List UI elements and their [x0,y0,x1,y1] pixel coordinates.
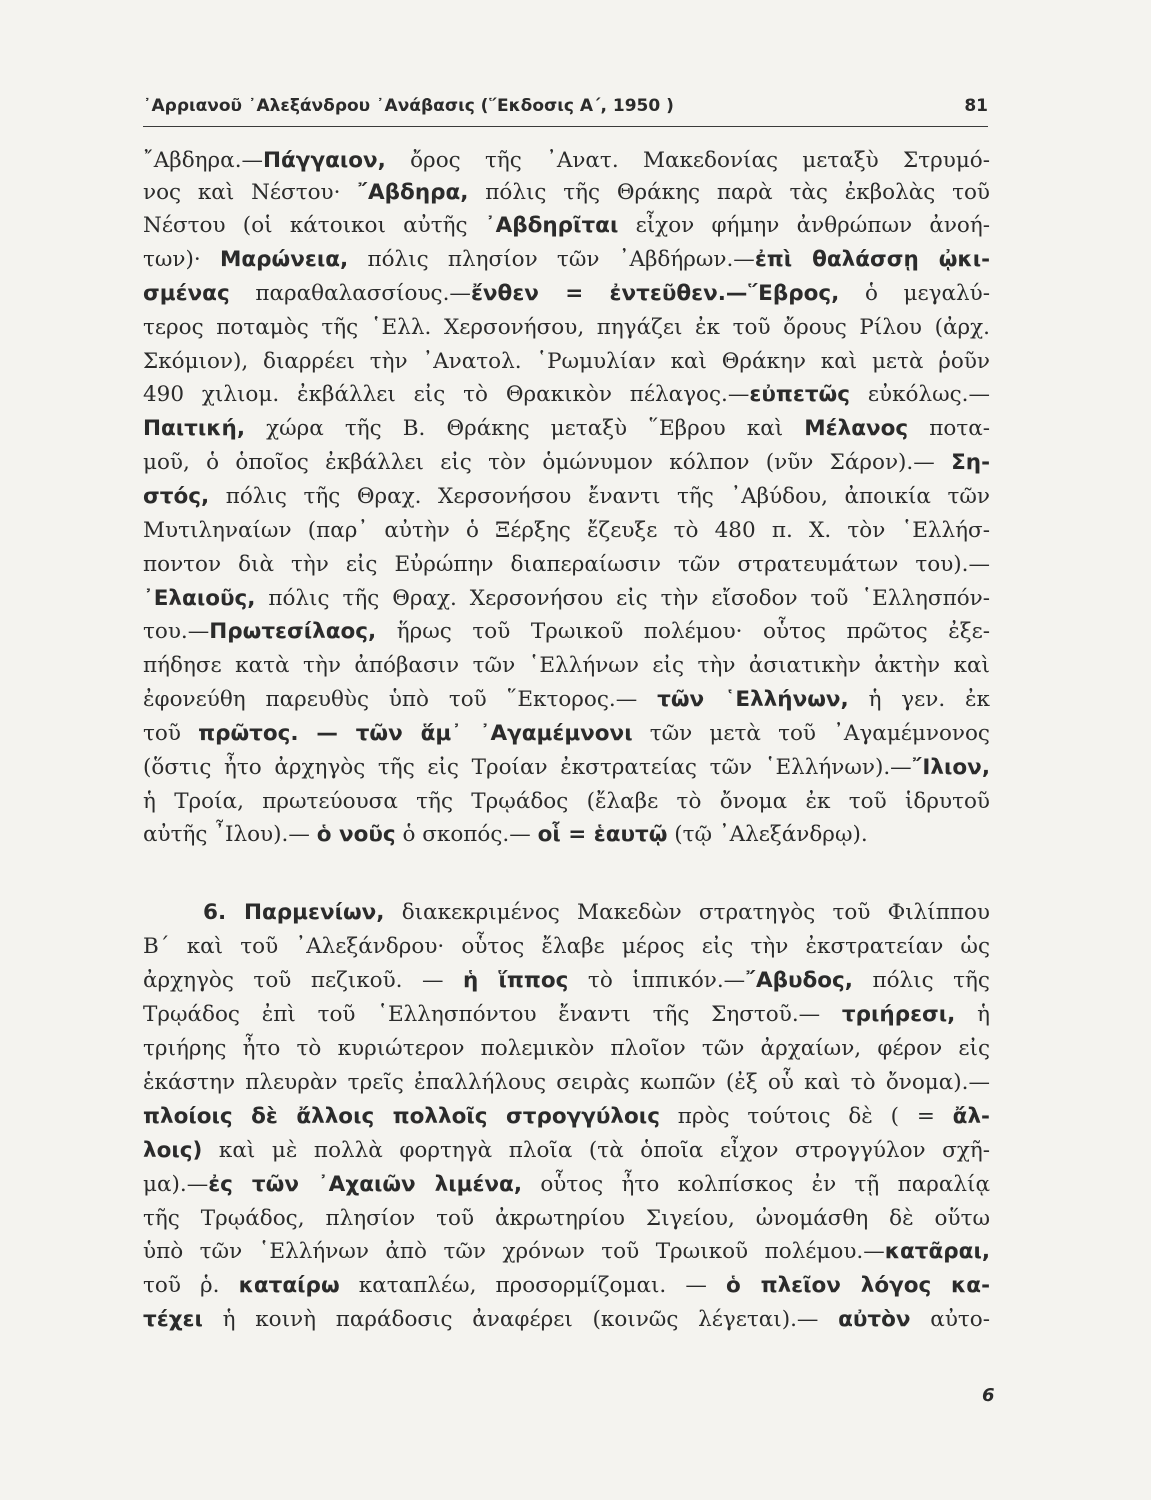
gloss-text: πρὸς τούτοις δὲ ( = [659,1104,953,1129]
lemma-term: Παιτική, [143,416,245,441]
lemma-term: τέχει [143,1307,203,1332]
gloss-text: οὗτος ἦτο κολπίσκος ἐν τῇ παραλίᾳ [522,1172,990,1197]
gloss-text: Β΄ καὶ τοῦ ᾿Αλεξάνδρου· οὗτος ἔλαβε μέρος εἰς τὴν ἐκστρατείαν ὡς [143,934,990,959]
header-title: ᾿Αρριανοῦ ᾿Αλεξάνδρου ᾿Ανάβασις (῞Εκδοσις Α΄, 1950 ) [143,96,674,116]
text-line [143,684,990,716]
gloss-text: πόλις τῆς [852,968,990,993]
gloss-text: τὸ ἱππικόν.— [568,968,746,993]
gloss-text: ἡ γεν. ἐκ [848,687,990,712]
lemma-term: Ση- [951,450,990,475]
gloss-text: πόλις πλησίον τῶν ᾿Αβδήρων.— [348,247,755,272]
gloss-text: παραθαλασσίους.— [229,281,471,306]
text-line [143,346,990,378]
text-line [143,931,990,963]
gloss-text: μοῦ, ὁ ὁποῖος ἐκβάλλει εἰς τὸν ὁμώνυμον κόλπον (νῦν Σάρον).— [143,450,952,475]
gloss-text: πήδησε κατὰ τὴν ἀπόβασιν τῶν ῾Ελλήνων εἰς τὴν ἀσιατικὴν ἀκτὴν καὶ [143,653,990,678]
text-line [143,278,990,310]
text-line [143,481,990,513]
lemma-term: πρῶτος. — τῶν ἅμ᾿ ᾿Αγαμέμνονι [198,721,633,746]
gloss-text: ἥρως τοῦ Τρωικοῦ πολέμου· οὗτος πρῶτος ἐξε- [376,619,990,644]
gloss-text: Σκόμιον), διαρρέει τὴν ᾿Ανατολ. ῾Ρωμυλίαν καὶ Θράκην καὶ μετὰ ῥοῦν [143,349,990,374]
text-line [143,244,990,276]
lemma-term: Μέλανος [804,416,909,441]
text-line [143,312,990,344]
gloss-text: τοῦ [143,721,199,746]
gloss-text: διακεκριμένος Μακεδὼν στρατηγὸς τοῦ Φιλίππου [384,900,990,925]
text-line [143,819,990,851]
running-header [143,96,988,127]
lemma-term: κατᾶραι, [884,1239,990,1264]
gloss-text: ῎Αβδηρα.— [143,148,264,173]
gloss-text: ὄρος τῆς ᾿Ανατ. Μακεδονίας μεταξὺ Στρυμό- [385,148,990,173]
gloss-text: (τῷ ᾿Αλεξάνδρῳ). [667,822,868,847]
text-line [143,752,990,784]
text-line [143,177,990,209]
text-line [143,583,990,615]
lemma-term: τῶν ῾Ελλήνων, [657,687,849,712]
gloss-text: εὐκόλως.— [850,382,990,407]
lemma-term: ῎Ιλιον, [911,755,990,780]
gloss-text: ἡ κοινὴ παράδοσις ἀναφέρει (κοινῶς λέγεται).— [202,1307,839,1332]
gloss-text: ὁ μεγαλύ- [839,281,990,306]
lemma-term: αὐτὸν [838,1307,911,1332]
gloss-text: μα).— [143,1172,209,1197]
gloss-text: τῆς Τρῳάδος, πλησίον τοῦ ἀκρωτηρίου Σιγείου, ὠνομάσθη δὲ οὕτω [143,1206,990,1231]
gloss-text: ἐφονεύθη παρευθὺς ὑπὸ τοῦ ῞Εκτορος.— [143,687,658,712]
signature-mark: 6 [982,1385,995,1406]
gloss-text: πόλις τῆς Θράκης παρὰ τὰς ἐκβολὰς τοῦ [468,180,990,205]
lemma-term: Μαρώνεια, [220,247,349,272]
text-line [143,515,990,547]
gloss-text: τοῦ ῥ. [143,1273,239,1298]
text-line [143,447,990,479]
text-line [143,650,990,682]
gloss-text: καὶ μὲ πολλὰ φορτηγὰ πλοῖα (τὰ ὁποῖα εἶχον στρογγύλον σχῆ- [202,1138,990,1163]
lemma-term: ᾿Ελαιοῦς, [143,586,256,611]
text-line [143,549,990,581]
gloss-text: ὁ σκοπός.— [395,822,538,847]
lemma-term: ὁ πλεῖον λόγος κα- [726,1273,990,1298]
text-line [143,1135,990,1167]
lemma-term: ἡ ἵππος [463,968,569,993]
text-line [143,1203,990,1235]
lemma-term: καταίρω [238,1273,340,1298]
gloss-text: τριήρης ἦτο τὸ κυριώτερον πολεμικὸν πλοῖον τῶν ἀρχαίων, φέρον εἰς [143,1036,990,1061]
lemma-term: ἐπὶ θαλάσσῃ ᾠκι- [754,247,990,272]
text-line [143,999,990,1031]
gloss-text: (ὅστις ἦτο ἀρχηγὸς τῆς εἰς Τροίαν ἐκστρατείας τῶν ῾Ελλήνων).— [143,755,912,780]
lemma-term: στός, [143,484,210,509]
lemma-term: ἄλ- [952,1104,990,1129]
gloss-text: ἡ Τροία, πρωτεύουσα τῆς Τρῳάδος (ἔλαβε τὸ ὄνομα ἐκ τοῦ ἱδρυτοῦ [143,789,990,814]
gloss-text: του.— [143,619,210,644]
lemma-term: ῎Αβδηρα, [357,180,469,205]
gloss-text: νος καὶ Νέστου· [143,180,358,205]
gloss-text: Τρῳάδος ἐπὶ τοῦ ῾Ελλησπόντου ἔναντι τῆς Σηστοῦ.— [143,1002,842,1027]
gloss-text: ἑκάστην πλευρὰν τρεῖς ἐπαλλήλους σειρὰς κωπῶν (ἐξ οὗ καὶ τὸ ὄνομα).— [143,1070,990,1095]
text-line [143,718,990,750]
text-line [143,1169,990,1201]
lemma-term: Πρωτεσίλαος, [209,619,377,644]
text-line [143,786,990,818]
text-line [143,897,990,929]
lemma-term: ῎Αβυδος, [745,968,853,993]
gloss-text: ἀρχηγὸς τοῦ πεζικοῦ. — [143,968,464,993]
text-line [143,1067,990,1099]
text-line [143,1101,990,1133]
lemma-term: οἷ = ἑαυτῷ [537,822,668,847]
gloss-text: 490 χιλιομ. ἐκβάλλει εἰς τὸ Θρακικὸν πέλαγος.— [143,382,750,407]
text-line [143,413,990,445]
lemma-term: 6. Παρμενίων, [203,900,385,925]
gloss-text: ἡ [955,1002,990,1027]
text-line [143,145,990,177]
text-line [143,1304,990,1336]
gloss-text: τερος ποταμὸς τῆς ῾Ελλ. Χερσονήσου, πηγάζει ἐκ τοῦ ὄρους Ρίλου (ἀρχ. [143,315,990,340]
text-line [143,210,990,242]
gloss-text: αὐτο- [910,1307,990,1332]
lemma-term: ὁ νοῦς [316,822,396,847]
lemma-term: σμένας [143,281,230,306]
gloss-text: ποτα- [908,416,990,441]
gloss-text: χώρα τῆς Β. Θράκης μεταξὺ ῞Εβρου καὶ [245,416,805,441]
lemma-term: εὐπετῶς [749,382,850,407]
gloss-text: αὐτῆς ῏Ιλου).— [143,822,317,847]
lemma-term: ᾿Αβδηρῖται [484,213,619,238]
gloss-text: Μυτιληναίων (παρ᾿ αὐτὴν ὁ Ξέρξης ἔζευξε τὸ 480 π. Χ. τὸν ῾Ελλήσ- [143,518,990,543]
gloss-text: εἶχον φήμην ἀνθρώπων ἀνοή- [618,213,990,238]
gloss-text: Νέστου (οἱ κάτοικοι αὐτῆς [143,213,485,238]
page-number: 81 [964,96,988,116]
lemma-term: λοις) [143,1138,203,1163]
lemma-term: πλοίοις δὲ ἄλλοις πολλοῖς στρογγύλοις [143,1104,660,1129]
lemma-term: Πάγγαιον, [263,148,386,173]
text-line [143,965,990,997]
gloss-text: τῶν μετὰ τοῦ ᾿Αγαμέμνονος [632,721,990,746]
text-line [143,379,990,411]
lemma-term: τριήρεσι, [841,1002,956,1027]
gloss-text: ποντον διὰ τὴν εἰς Εὐρώπην διαπεραίωσιν τῶν στρατευμάτων του).— [143,552,990,577]
gloss-text: πόλις τῆς Θραχ. Χερσονήσου ἔναντι τῆς ᾿Αβύδου, ἀποικία τῶν [209,484,990,509]
gloss-text: ὑπὸ τῶν ῾Ελλήνων ἀπὸ τῶν χρόνων τοῦ Τρωικοῦ πολέμου.— [143,1239,885,1264]
gloss-text: των)· [143,247,220,272]
text-line [143,1270,990,1302]
lemma-term: ἐς τῶν ᾿Αχαιῶν λιμένα, [208,1172,522,1197]
text-line [143,1033,990,1065]
text-line [143,616,990,648]
text-line [143,1236,990,1268]
gloss-text: πόλις τῆς Θραχ. Χερσονήσου εἰς τὴν εἴσοδον τοῦ ῾Ελλησπόν- [255,586,990,611]
gloss-text: καταπλέω, προσορμίζομαι. — [339,1273,727,1298]
lemma-term: ἔνθεν = ἐντεῦθεν.—῞Εβρος, [470,281,840,306]
